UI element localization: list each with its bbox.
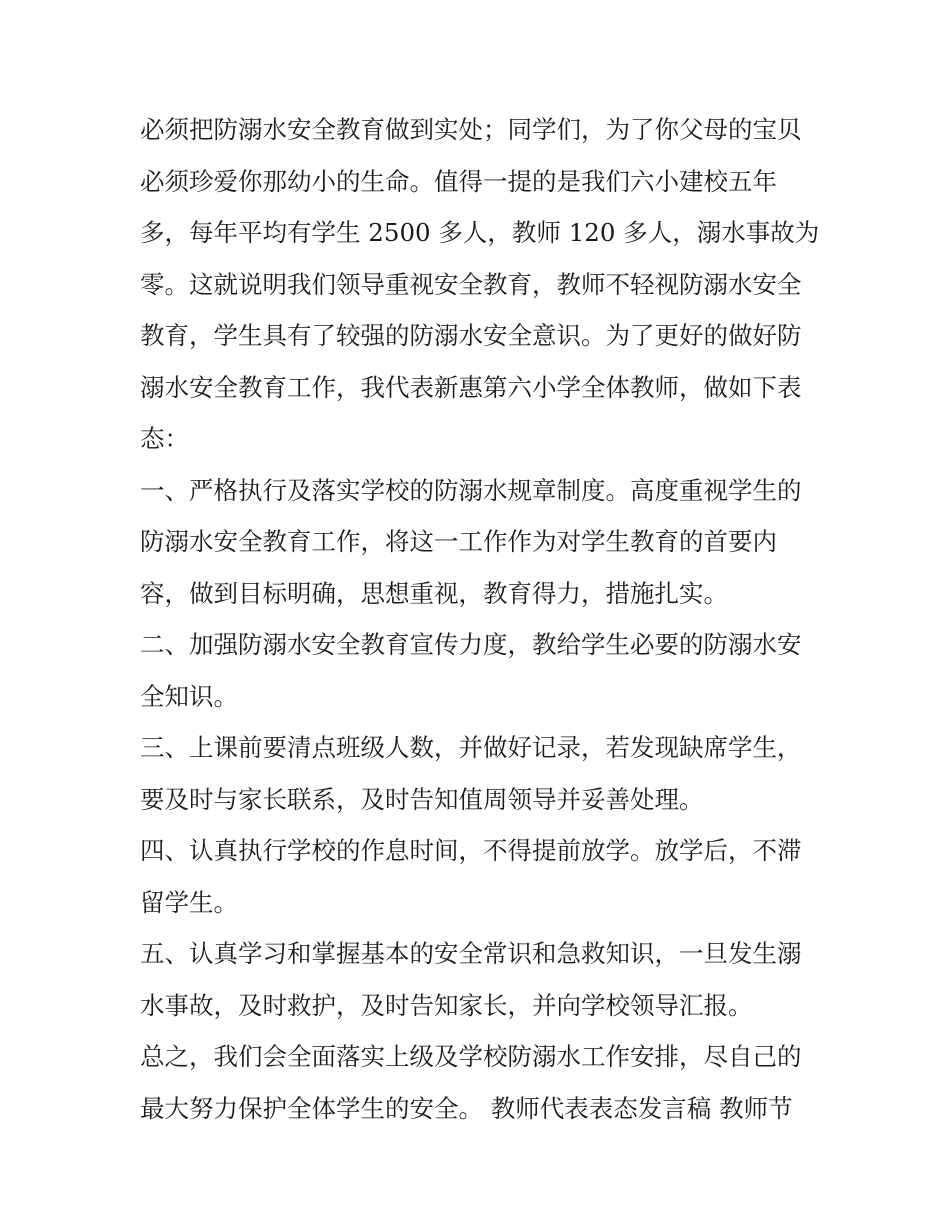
text-line: 留学生。 (140, 887, 238, 917)
text-line: 零。这就说明我们领导重视安全教育，教师不轻视防溺水安全 (140, 269, 802, 299)
text-line: 要及时与家长联系，及时告知值周领导并妥善处理。 (140, 784, 704, 814)
text-line: 多，每年平均有学生 2500 多人，教师 120 多人，溺水事故为 (140, 218, 820, 247)
text-line: 一、严格执行及落实学校的防溺水规章制度。高度重视学生的 (140, 475, 802, 505)
text-line: 总之，我们会全面落实上级及学校防溺水工作安排，尽自己的 (140, 1042, 802, 1071)
text-line: 防溺水安全教育工作，将这一工作作为对学生教育的首要内 (140, 527, 777, 556)
text-line: 最大努力保护全体学生的安全。 教师代表表态发言稿 教师节 (140, 1093, 793, 1123)
text-line: 必须把防溺水安全教育做到实处；同学们，为了你父母的宝贝 (140, 115, 802, 144)
text-line: 水事故，及时救护，及时告知家长，并向学校领导汇报。 (140, 990, 753, 1020)
text-line: 二、加强防溺水安全教育宣传力度，教给学生必要的防溺水安 (140, 630, 802, 659)
text-line: 四、认真执行学校的作息时间，不得提前放学。放学后，不滞 (140, 836, 802, 865)
text-line: 全知识。 (140, 681, 238, 711)
text-line: 容，做到目标明确，思想重视，教育得力，措施扎实。 (140, 578, 728, 608)
text-line: 必须珍爱你那幼小的生命。值得一提的是我们六小建校五年 (140, 166, 777, 196)
text-line: 教育，学生具有了较强的防溺水安全意识。为了更好的做好防 (140, 321, 802, 350)
text-line: 态： (140, 424, 189, 453)
text-line: 三、上课前要清点班级人数，并做好记录，若发现缺席学生， (140, 733, 802, 762)
text-line: 溺水安全教育工作，我代表新惠第六小学全体教师，做如下表 (140, 372, 802, 402)
text-line: 五、认真学习和掌握基本的安全常识和急救知识，一旦发生溺 (140, 939, 802, 968)
document-body (140, 104, 820, 1134)
